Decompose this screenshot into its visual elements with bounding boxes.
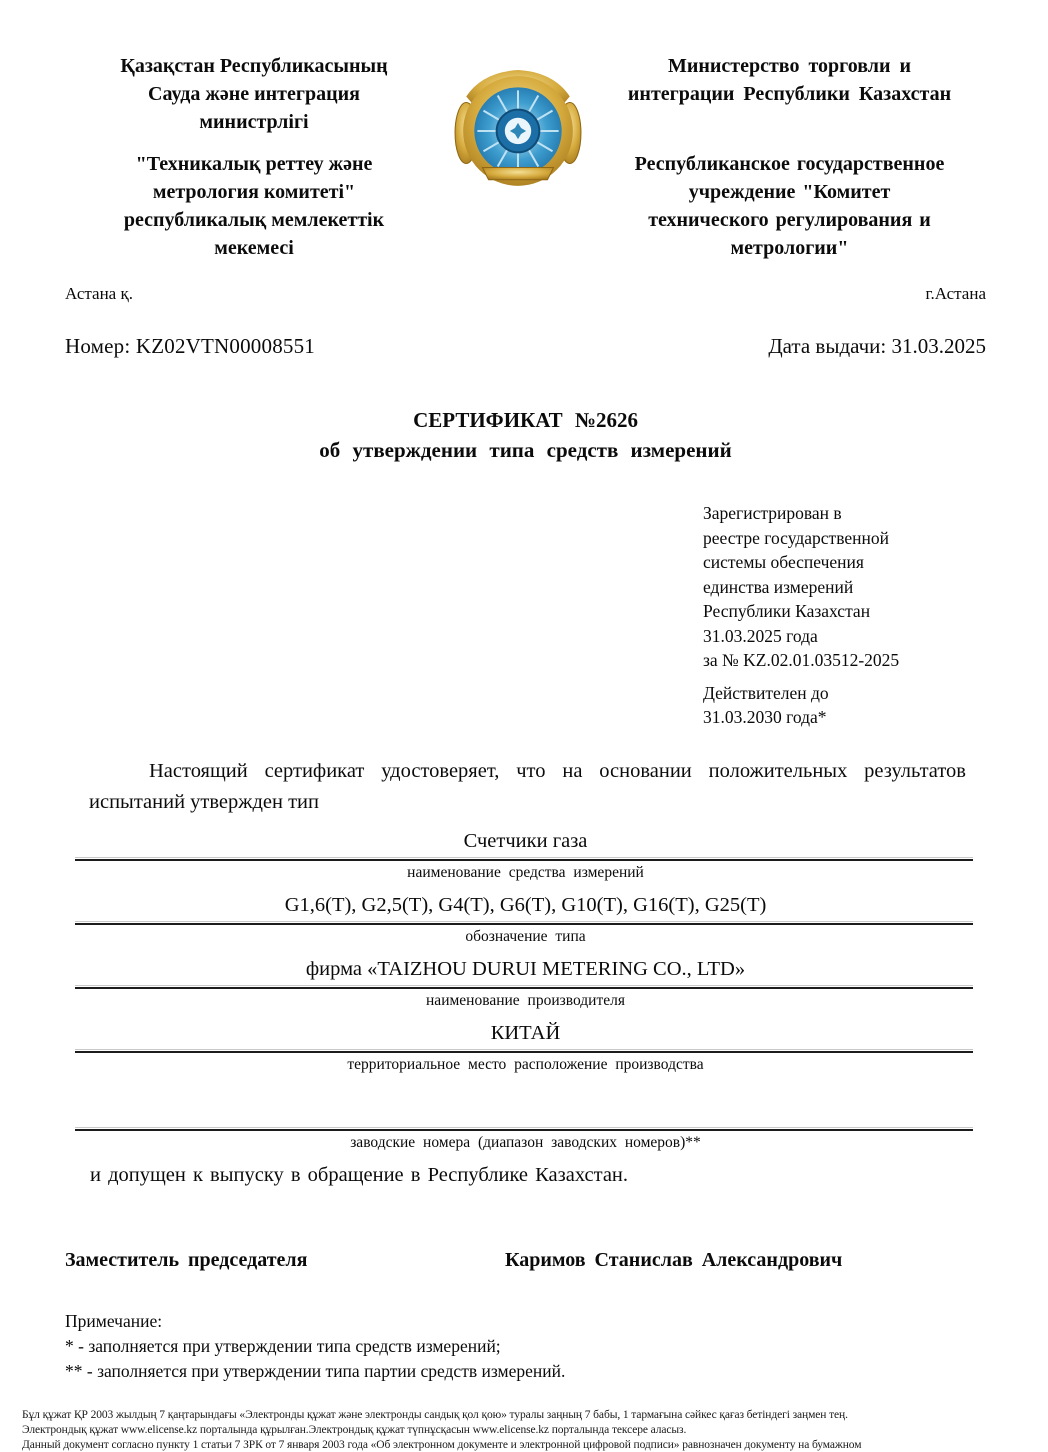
field-caption: наименование средства измерений [407,863,644,881]
registration-line: Республики Казахстан [703,601,871,621]
field-serial-numbers [65,1098,986,1152]
field-value: G1,6(Т), G2,5(Т), G4(Т), G6(Т), G10(Т), G16(Т), G25(Т) [284,893,767,916]
header-line: интеграции Республики Казахстан [627,83,952,105]
committee-name-kk [65,150,443,262]
field-type-designation [65,892,986,946]
field-caption: обозначение типа [465,927,586,945]
header-line: метрологии" [730,237,849,259]
title-line1: СЕРТИФИКАТ №2626 [413,408,638,432]
header-line: республикалық мемлекеттік [123,209,385,231]
registration-line: 31.03.2025 года [703,625,818,646]
registration-line: системы обеспечения [703,552,864,572]
field-manufacturer [65,956,986,1010]
field-value: КИТАЙ [490,1021,561,1044]
city-left: Астана қ. [65,284,133,303]
header-emblem-area [443,52,593,198]
header-line: "Техникалық реттеу және [135,153,373,175]
number-row [65,334,986,359]
note-item: ** - заполняется при утверждении типа партии средств измерений. [65,1360,566,1381]
validity-line: 31.03.2030 года* [703,707,827,727]
field-underline [75,921,973,925]
header-line: технического регулирования и [648,209,931,231]
notes-block [65,1309,986,1384]
document-header [65,52,986,262]
city-row [65,284,986,304]
ministry-name-kk [65,52,443,136]
field-caption: заводские номера (диапазон заводских номеров)** [350,1133,701,1151]
header-line: министрлігі [199,111,309,133]
committee-name-ru [593,150,986,262]
legal-footer [22,1408,1042,1452]
city-right: г.Астана [925,284,986,303]
header-line: учреждение "Комитет [688,181,891,203]
field-underline [75,857,973,861]
field-instrument-name [65,828,986,882]
header-line: Министерство торговли и [667,55,912,77]
field-underline [75,985,973,989]
registration-line: единства измерений [703,576,854,597]
header-line: Қазақстан Республикасының [120,55,388,77]
ministry-name-ru [593,52,986,108]
org-name-russian [593,52,986,262]
header-line: Республиканское государственное [634,153,945,175]
signatory-name: Каримов Станислав Александрович [505,1248,843,1271]
field-underline [75,1049,973,1053]
field-caption: территориальное место расположение производства [347,1055,704,1073]
certificate-statement: Настоящий сертификат удостоверяет, что на основании положительных результатов испытаний утвержден тип [89,759,966,813]
header-line: мекемесі [214,237,294,259]
footer-line: Данный документ согласно пункту 1 статьи 7 ЗРК от 7 января 2003 года «Об электронном документе и электронной цифровой подписи» равнозначен документу на бумажном [22,1439,862,1451]
footer-line: Электрондық құжат www.elicense.kz порталында құрылған.Электрондық құжат түпнұсқасын www.elicense.kz порталында тексере аласыз. [22,1424,687,1436]
validity-block [703,681,986,730]
certificate-number: Номер: KZ02VTN00008551 [65,334,316,358]
certificate-title [65,405,986,465]
field-caption: наименование производителя [426,991,625,1009]
field-value: Счетчики газа [463,829,588,852]
field-value [65,1098,986,1125]
field-value: фирма «TAIZHOU DURUI METERING CO., LTD» [305,957,746,980]
signatory-position: Заместитель председателя [65,1248,308,1271]
notes-title: Примечание: [65,1310,163,1331]
validity-line: Действителен до [703,682,829,703]
org-name-kazakh [65,52,443,262]
field-underline [75,1127,973,1131]
footer-line: Бұл құжат ҚР 2003 жылдың 7 қаңтарындағы «Электронды құжат және электронды сандық қол қою» туралы заңның 7 бабы, 1 тармағына сәйкес қағаз бетіндегі заңмен тең. [22,1409,848,1421]
header-line: метрология комитеті" [152,181,356,203]
field-production-location [65,1020,986,1074]
note-item: * - заполняется при утверждении типа средств измерений; [65,1335,501,1356]
registration-line: за № KZ.02.01.03512-2025 [703,650,900,670]
registration-line: Зарегистрирован в [703,503,842,523]
kazakhstan-coat-of-arms-icon [452,66,584,198]
admission-statement: и допущен к выпуску в обращение в Республике Казахстан. [90,1163,629,1186]
title-line2: об утверждении типа средств измерений [319,438,732,462]
registration-line: реестре государственной [703,527,889,548]
issue-date: Дата выдачи: 31.03.2025 [768,334,986,358]
header-line: Сауда және интеграция [148,83,360,105]
signature-row [65,1249,986,1279]
registration-block [703,501,986,730]
